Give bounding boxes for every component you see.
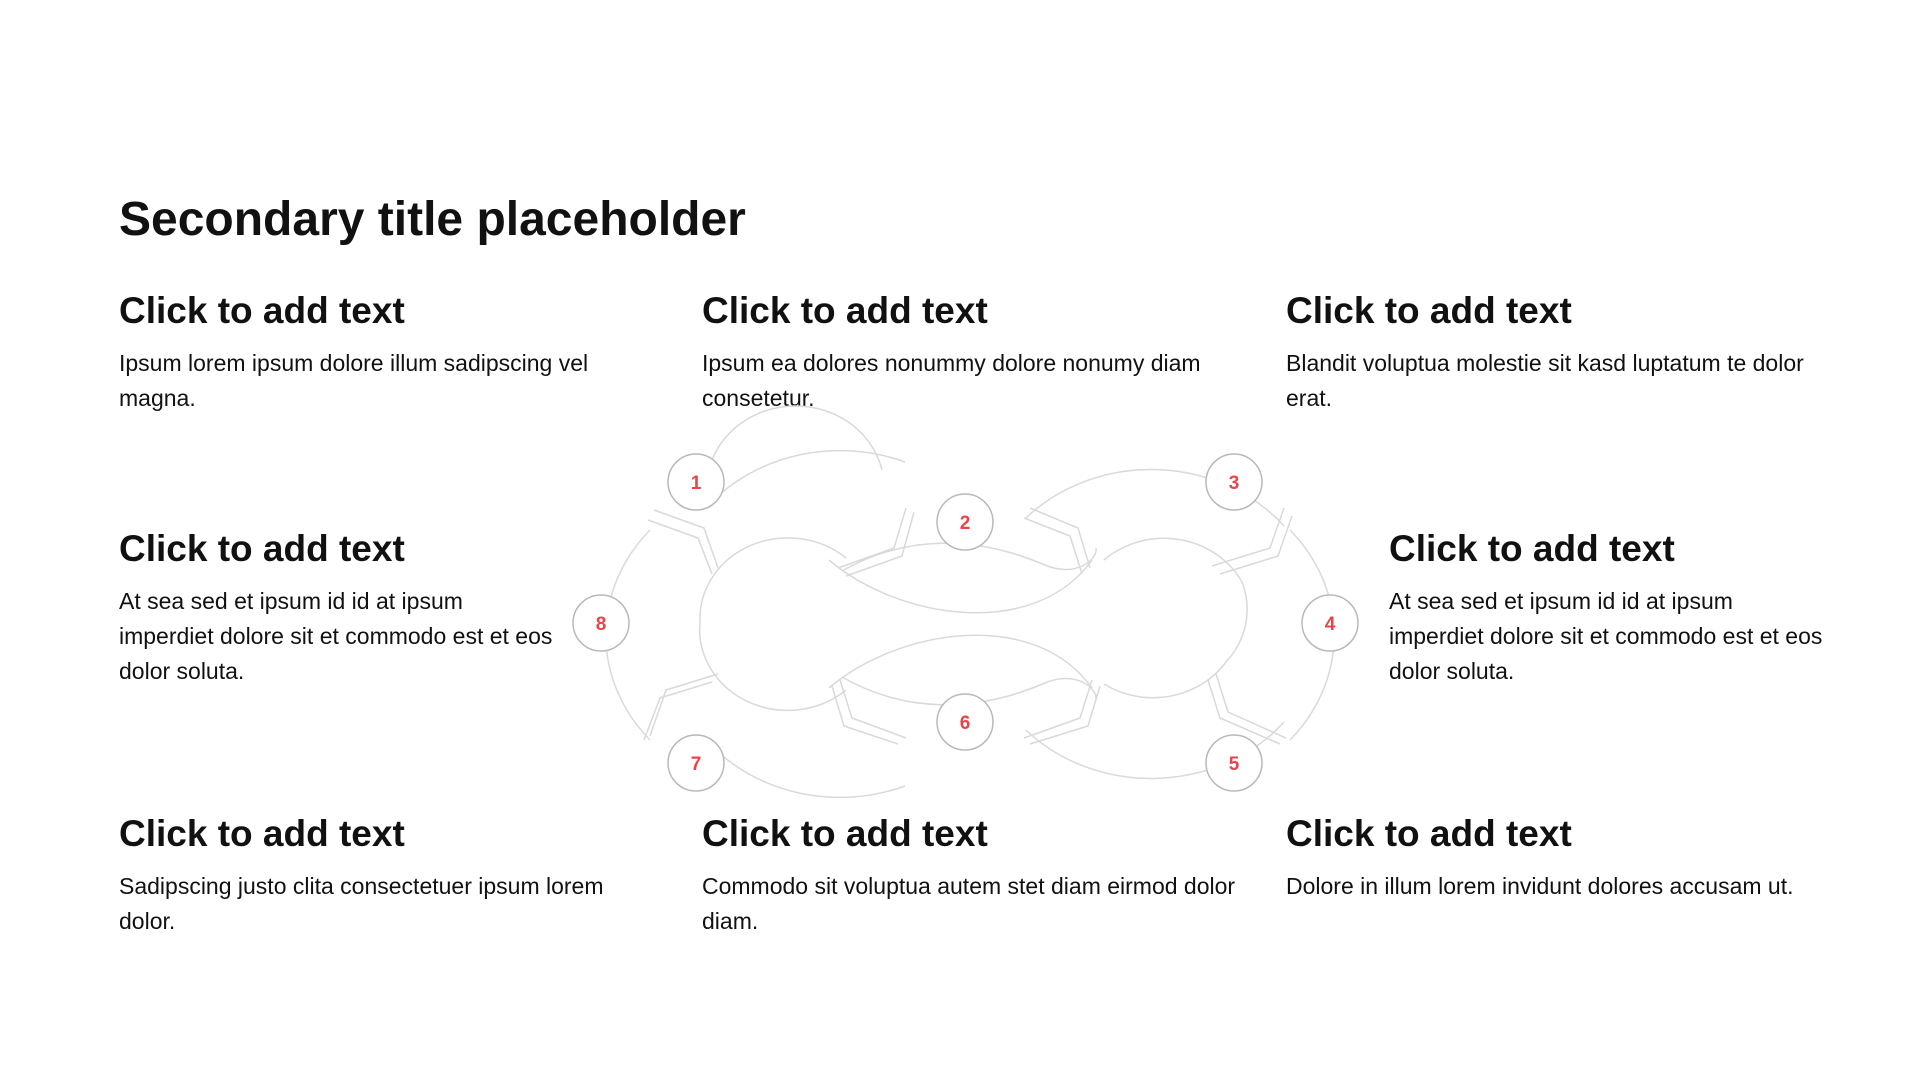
step-badge-1 <box>668 454 724 510</box>
block-heading[interactable]: Click to add text <box>119 813 405 854</box>
step-badge-5 <box>1206 735 1262 791</box>
page-title[interactable]: Secondary title placeholder <box>119 193 746 246</box>
loop-segment-left-inner <box>700 538 846 711</box>
step-badge-7 <box>668 735 724 791</box>
block-heading[interactable]: Click to add text <box>1389 528 1675 569</box>
step-badge-6 <box>937 694 993 750</box>
connector-5-6 <box>1024 680 1092 738</box>
block-heading[interactable]: Click to add text <box>702 813 988 854</box>
badge-number: 4 <box>1324 614 1336 635</box>
block-body[interactable]: Ipsum lorem ipsum dolore illum sadipscing vel magna. <box>119 350 589 411</box>
badge-number: 5 <box>1228 754 1240 775</box>
badge-number: 2 <box>959 513 971 534</box>
step-badge-2 <box>937 494 993 550</box>
connector-1-2-inner <box>846 512 914 576</box>
connector-4-5-inner <box>1208 680 1280 744</box>
block-body[interactable]: Blandit voluptua molestie sit kasd luptatum te dolor erat. <box>1286 350 1804 411</box>
loop-segment-top-left <box>709 451 905 505</box>
step-badge-3 <box>1206 454 1262 510</box>
block-body[interactable]: Ipsum ea dolores nonummy dolore nonumy diam consetetur. <box>702 350 1201 411</box>
block-body[interactable]: Sadipscing justo clita consectetuer ipsum lorem dolor. <box>119 873 604 934</box>
block-heading[interactable]: Click to add text <box>119 528 405 569</box>
badge-number: 8 <box>595 614 607 635</box>
block-heading[interactable]: Click to add text <box>1286 813 1572 854</box>
block-heading[interactable]: Click to add text <box>702 290 988 331</box>
connector-6-7 <box>840 680 906 738</box>
badge-number: 7 <box>690 754 702 775</box>
badge-number: 6 <box>959 713 971 734</box>
block-body[interactable]: At sea sed et ipsum id id at ipsum imperdiet dolore sit et commodo est et eos dolor soluta. <box>1389 588 1823 684</box>
block-body[interactable]: At sea sed et ipsum id id at ipsum imperdiet dolore sit et commodo est et eos dolor soluta. <box>119 588 553 684</box>
block-heading[interactable]: Click to add text <box>1286 290 1572 331</box>
badge-number: 3 <box>1228 473 1240 494</box>
connector-4-5 <box>1216 674 1286 738</box>
block-body[interactable]: Dolore in illum lorem invidunt dolores accusam ut. <box>1286 873 1794 899</box>
step-badge-4 <box>1302 595 1358 651</box>
block-body[interactable]: Commodo sit voluptua autem stet diam eirmod dolor diam. <box>702 873 1236 934</box>
connector-6-7-inner <box>832 686 898 744</box>
connector-2-3 <box>1030 508 1090 568</box>
step-badge-8 <box>573 595 629 651</box>
connector-1-8 <box>654 510 718 568</box>
connector-3-4-inner <box>1220 516 1292 574</box>
connector-5-6-inner <box>1030 686 1100 744</box>
block-heading[interactable]: Click to add text <box>119 290 405 331</box>
loop-segment-bottom-left <box>709 743 905 797</box>
connector-7-8-inner <box>644 682 712 740</box>
badge-number: 1 <box>690 473 702 494</box>
